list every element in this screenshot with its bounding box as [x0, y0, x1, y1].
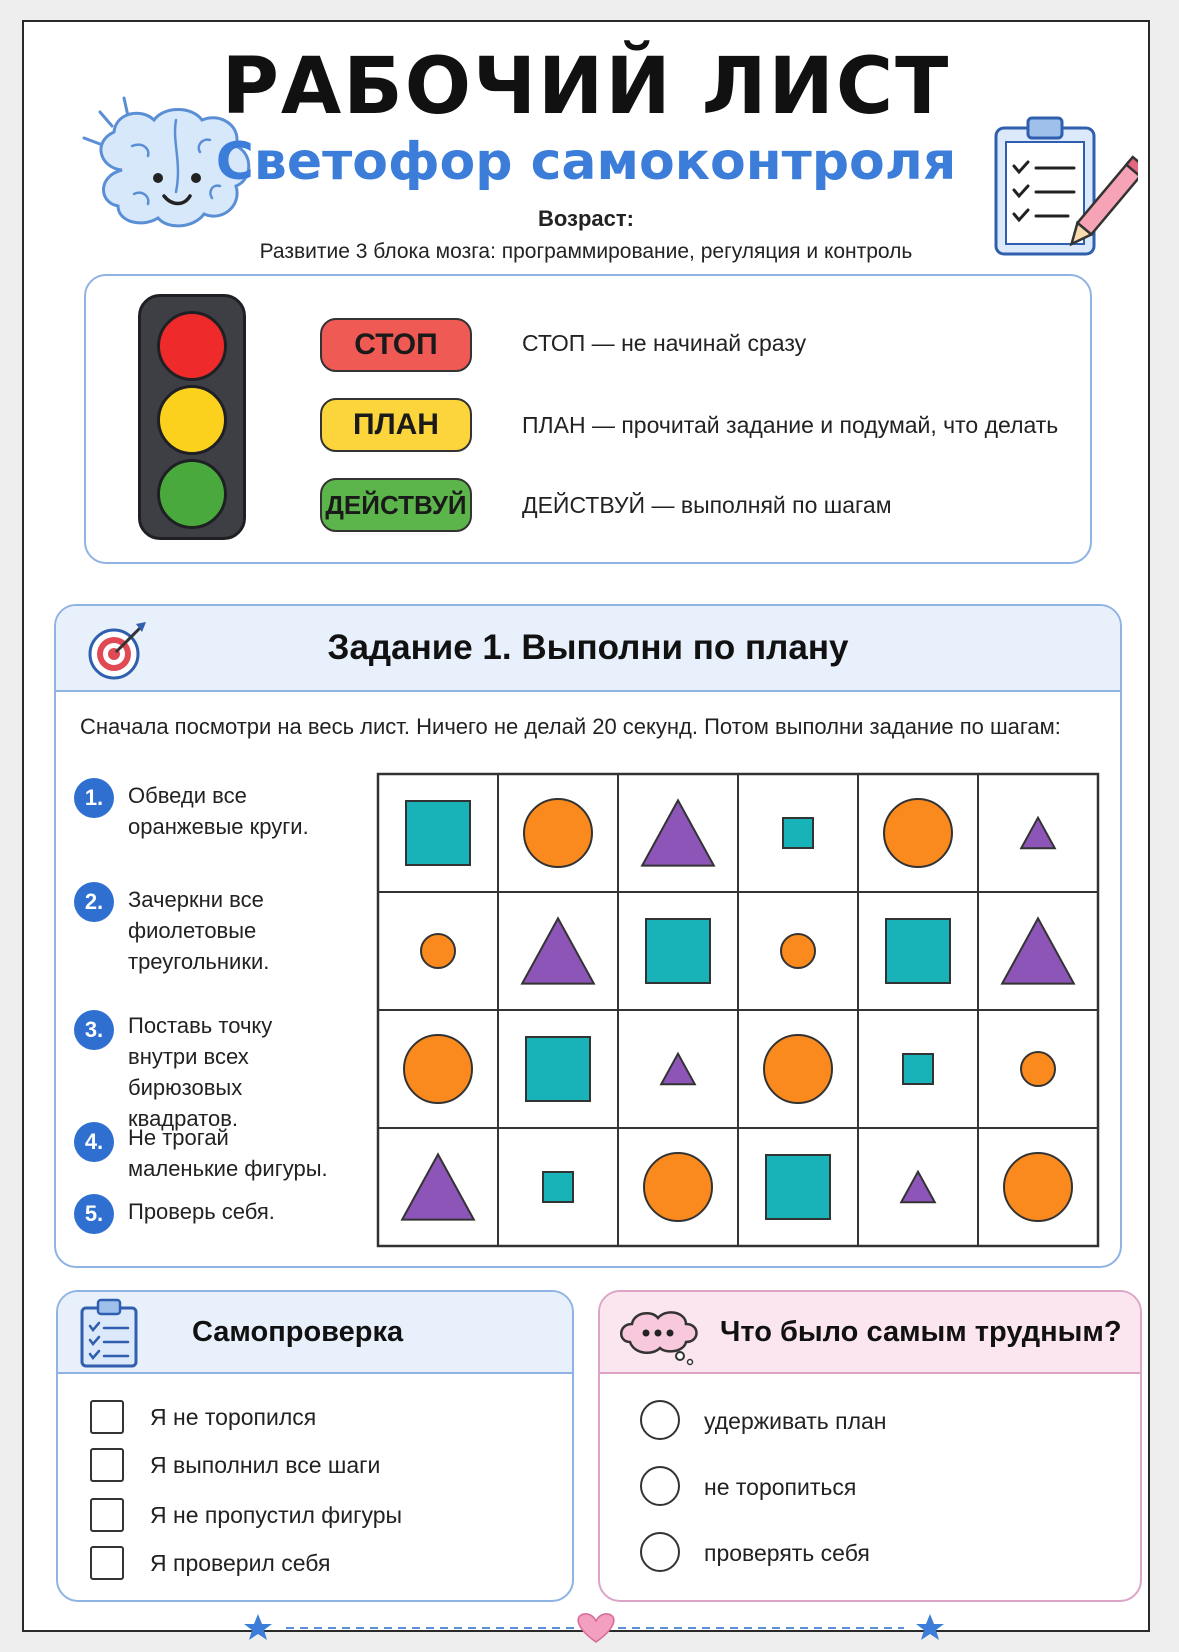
- stop-tag: СТОП: [320, 318, 472, 372]
- orange-circle-large[interactable]: [524, 799, 592, 867]
- step-text: Не трогай маленькие фигуры.: [128, 1125, 328, 1181]
- yellow-lamp: [157, 385, 227, 455]
- self-check-header: [58, 1292, 572, 1374]
- orange-circle-large[interactable]: [1004, 1153, 1072, 1221]
- hardest-header: [600, 1292, 1140, 1374]
- checklist-icon: [78, 1298, 140, 1370]
- teal-square-large[interactable]: [406, 801, 470, 865]
- teal-square-large[interactable]: [526, 1037, 590, 1101]
- heart-icon: [578, 1614, 614, 1642]
- traffic-light-panel: [84, 274, 1092, 564]
- step-number: 4.: [74, 1122, 114, 1162]
- act-tag: ДЕЙСТВУЙ: [320, 478, 472, 532]
- orange-circle-large[interactable]: [404, 1035, 472, 1103]
- teal-square-small[interactable]: [783, 818, 813, 848]
- star-icon: [244, 1614, 272, 1640]
- checkbox-label: Я проверил себя: [150, 1550, 331, 1576]
- step-text: Поставь точку внутри всех бирюзовых квадратов.: [128, 1013, 273, 1131]
- orange-circle-large[interactable]: [884, 799, 952, 867]
- orange-circle-large[interactable]: [644, 1153, 712, 1221]
- plan-description: ПЛАН — прочитай задание и подумай, что делать: [522, 412, 1059, 438]
- radio-label: не торопиться: [704, 1474, 857, 1500]
- step-number: 1.: [74, 778, 114, 818]
- teal-square-small[interactable]: [903, 1054, 933, 1084]
- task-header: [56, 606, 1120, 692]
- worksheet: [22, 20, 1150, 1632]
- teal-square-large[interactable]: [646, 919, 710, 983]
- self-check-panel: [56, 1290, 574, 1602]
- step-text: Обведи все оранжевые круги.: [128, 783, 309, 839]
- checkbox-label: Я выполнил все шаги: [150, 1452, 381, 1478]
- shape-grid[interactable]: [374, 770, 1104, 1250]
- task-title: Задание 1. Выполни по плану: [327, 628, 849, 667]
- traffic-light-icon: [138, 294, 246, 540]
- act-description: ДЕЙСТВУЙ — выполняй по шагам: [522, 492, 892, 518]
- checkbox[interactable]: [90, 1448, 124, 1482]
- page-subtitle: Светофор самоконтроля: [215, 132, 957, 192]
- checkbox-label: Я не пропустил фигуры: [150, 1502, 403, 1528]
- radio-label: удерживать план: [704, 1408, 887, 1434]
- checkbox[interactable]: [90, 1400, 124, 1434]
- red-lamp: [157, 311, 227, 381]
- task-instruction: Сначала посмотри на весь лист. Ничего не делай 20 секунд. Потом выполни задание по шагам:: [80, 714, 1061, 739]
- teal-square-small[interactable]: [543, 1172, 573, 1202]
- stop-description: СТОП — не начинай сразу: [522, 330, 807, 356]
- orange-circle-large[interactable]: [764, 1035, 832, 1103]
- star-icon: [916, 1614, 944, 1640]
- step-number: 2.: [74, 882, 114, 922]
- step-text: Зачеркни все фиолетовые треугольники.: [128, 887, 270, 974]
- teal-square-large[interactable]: [886, 919, 950, 983]
- checkbox[interactable]: [90, 1498, 124, 1532]
- hardest-panel: [598, 1290, 1142, 1602]
- task-panel: [54, 604, 1122, 1268]
- plan-tag: ПЛАН: [320, 398, 472, 452]
- green-lamp: [157, 459, 227, 529]
- orange-circle-small[interactable]: [781, 934, 815, 968]
- self-check-title: Самопроверка: [192, 1316, 404, 1348]
- thought-bubble-icon: [616, 1306, 702, 1366]
- teal-square-large[interactable]: [766, 1155, 830, 1219]
- footer-decoration: [244, 1608, 944, 1648]
- age-label: Возраст:: [538, 206, 634, 231]
- orange-circle-small[interactable]: [1021, 1052, 1055, 1086]
- step-number: 5.: [74, 1194, 114, 1234]
- step-text: Проверь себя.: [128, 1199, 275, 1224]
- radio-button[interactable]: [640, 1532, 680, 1572]
- checkbox-label: Я не торопился: [150, 1404, 317, 1430]
- radio-label: проверять себя: [704, 1540, 870, 1566]
- step-number: 3.: [74, 1010, 114, 1050]
- checkbox[interactable]: [90, 1546, 124, 1580]
- hardest-title: Что было самым трудным?: [720, 1316, 1122, 1348]
- page-description: Развитие 3 блока мозга: программирование, регуляция и контроль: [259, 240, 913, 263]
- radio-button[interactable]: [640, 1466, 680, 1506]
- orange-circle-small[interactable]: [421, 934, 455, 968]
- radio-button[interactable]: [640, 1400, 680, 1440]
- page-title: РАБОЧИЙ ЛИСТ: [221, 42, 951, 132]
